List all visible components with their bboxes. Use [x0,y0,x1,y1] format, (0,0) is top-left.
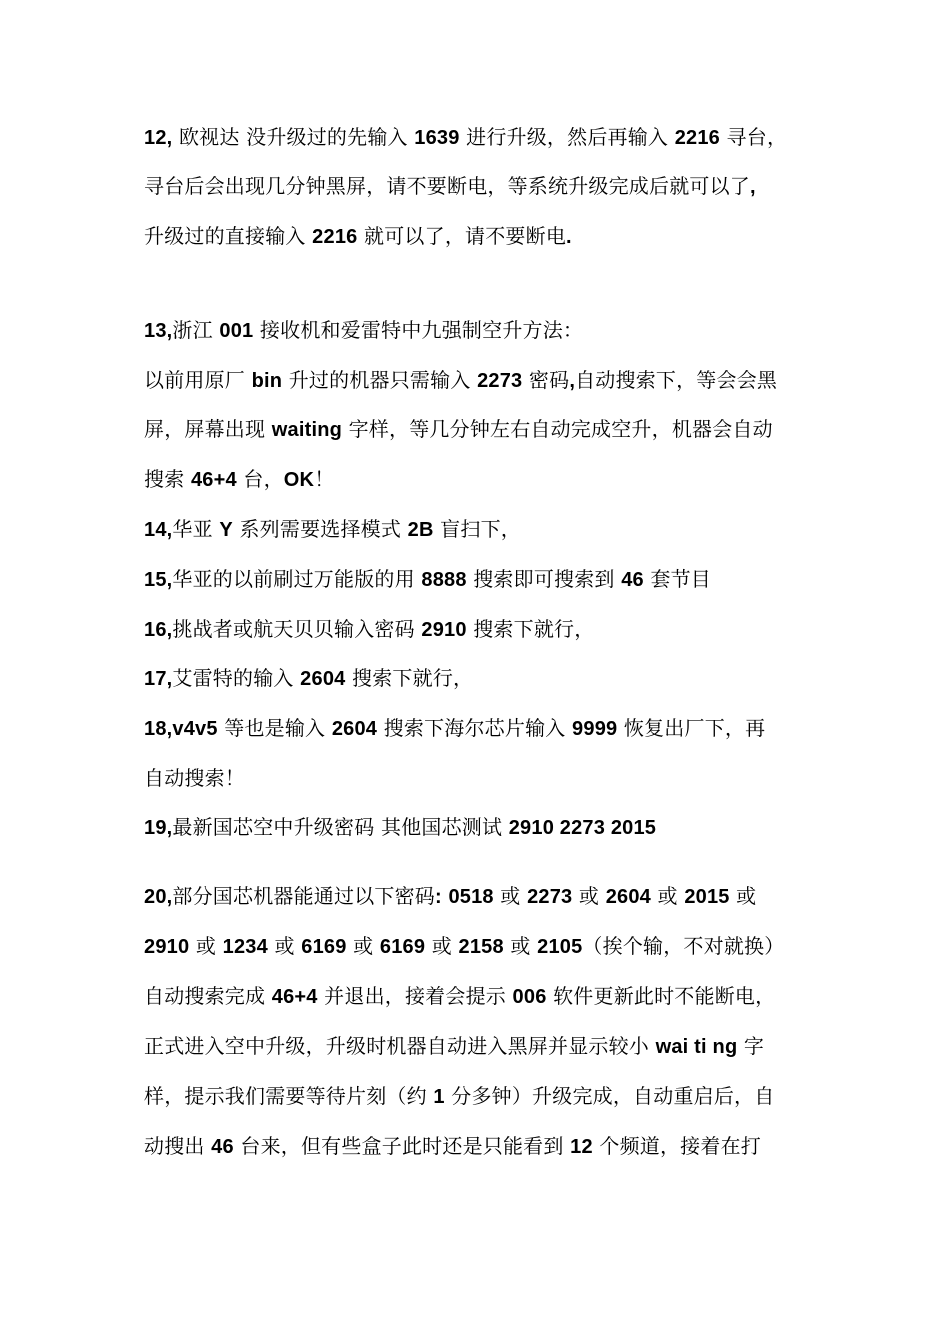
item-number: 12, [144,127,173,149]
code: 2910 2273 2015 [508,817,657,839]
code: 6169 [301,936,347,958]
item-number: 19, [144,817,173,839]
code: 2216 [312,226,358,248]
item-13-line-4: 搜索 46+4 台，OK！ [144,467,335,491]
item-13-heading: 13,浙江 001 接收机和爱雷特中九强制空升方法： [144,318,584,342]
item-number: 16, [144,619,173,641]
item-number: 15, [144,569,173,591]
item-number: 13, [144,320,173,342]
item-13-line-3: 屏，屏幕出现 waiting 字样，等几分钟左右自动完成空升，机器会自动 [144,417,773,441]
item-12-line-3: 升级过的直接输入 2216 就可以了，请不要断电. [144,224,572,248]
item-12-line-2: 寻台后会出现几分钟黑屏，请不要断电，等系统升级完成后就可以了, [144,174,756,198]
code: 2604 [605,886,651,908]
code: 9999 [572,718,618,740]
code: 2216 [674,127,720,149]
code: 2273 [477,370,523,392]
item-20-line-1: 20,部分国芯机器能通过以下密码: 0518 或 2273 或 2604 或 2015 或 [144,884,757,908]
item-15: 15,华亚的以前刷过万能版的用 8888 搜索即可搜索到 46 套节目 [144,567,712,591]
item-19: 19,最新国芯空中升级密码 其他国芯测试 2910 2273 2015 [144,815,657,839]
item-17: 17,艾雷特的输入 2604 搜索下就行， [144,666,474,690]
item-16: 16,挑战者或航天贝贝输入密码 2910 搜索下就行， [144,617,595,641]
item-12-line-1: 12, 欧视达 没升级过的先输入 1639 进行升级，然后再输入 2216 寻台， [144,125,788,149]
code: 2015 [684,886,730,908]
code: 2604 [300,668,346,690]
item-20-line-2: 2910 或 1234 或 6169 或 6169 或 2158 或 2105（挨个输，不对就换） [144,934,785,958]
code: 1234 [222,936,268,958]
item-number: 20, [144,886,173,908]
code: 2910 [421,619,467,641]
code: 0518 [448,886,494,908]
code: 8888 [421,569,467,591]
item-number: 14, [144,519,173,541]
item-18-line-2: 自动搜索！ [144,766,245,790]
code: 2273 [527,886,573,908]
item-20-line-6: 动搜出 46 台来，但有些盒子此时还是只能看到 12 个频道，接着在打 [144,1134,761,1158]
item-20-line-5: 样，提示我们需要等待片刻（约 1 分多钟）升级完成，自动重启后，自 [144,1084,775,1108]
code: 1639 [414,127,460,149]
item-18-line-1: 18,v4v5 等也是输入 2604 搜索下海尔芯片输入 9999 恢复出厂下，再 [144,716,766,740]
code: 2910 [144,936,190,958]
code: 2158 [458,936,504,958]
code: 6169 [379,936,426,958]
item-20-line-4: 正式进入空中升级，升级时机器自动进入黑屏并显示较小 wai ti ng 字 [144,1034,765,1058]
item-number: 18,v4v5 [144,718,218,740]
code: 2604 [331,718,378,740]
item-14: 14,华亚 Y 系列需要选择模式 2B 盲扫下， [144,517,521,541]
item-20-line-3: 自动搜索完成 46+4 并退出，接着会提示 006 软件更新此时不能断电， [144,984,776,1008]
item-13-line-2: 以前用原厂 bin 升过的机器只需输入 2273 密码,自动搜索下，等会会黑 [144,368,778,392]
code: 001 [219,320,254,342]
item-number: 17, [144,668,173,690]
code: 2105 [537,936,583,958]
